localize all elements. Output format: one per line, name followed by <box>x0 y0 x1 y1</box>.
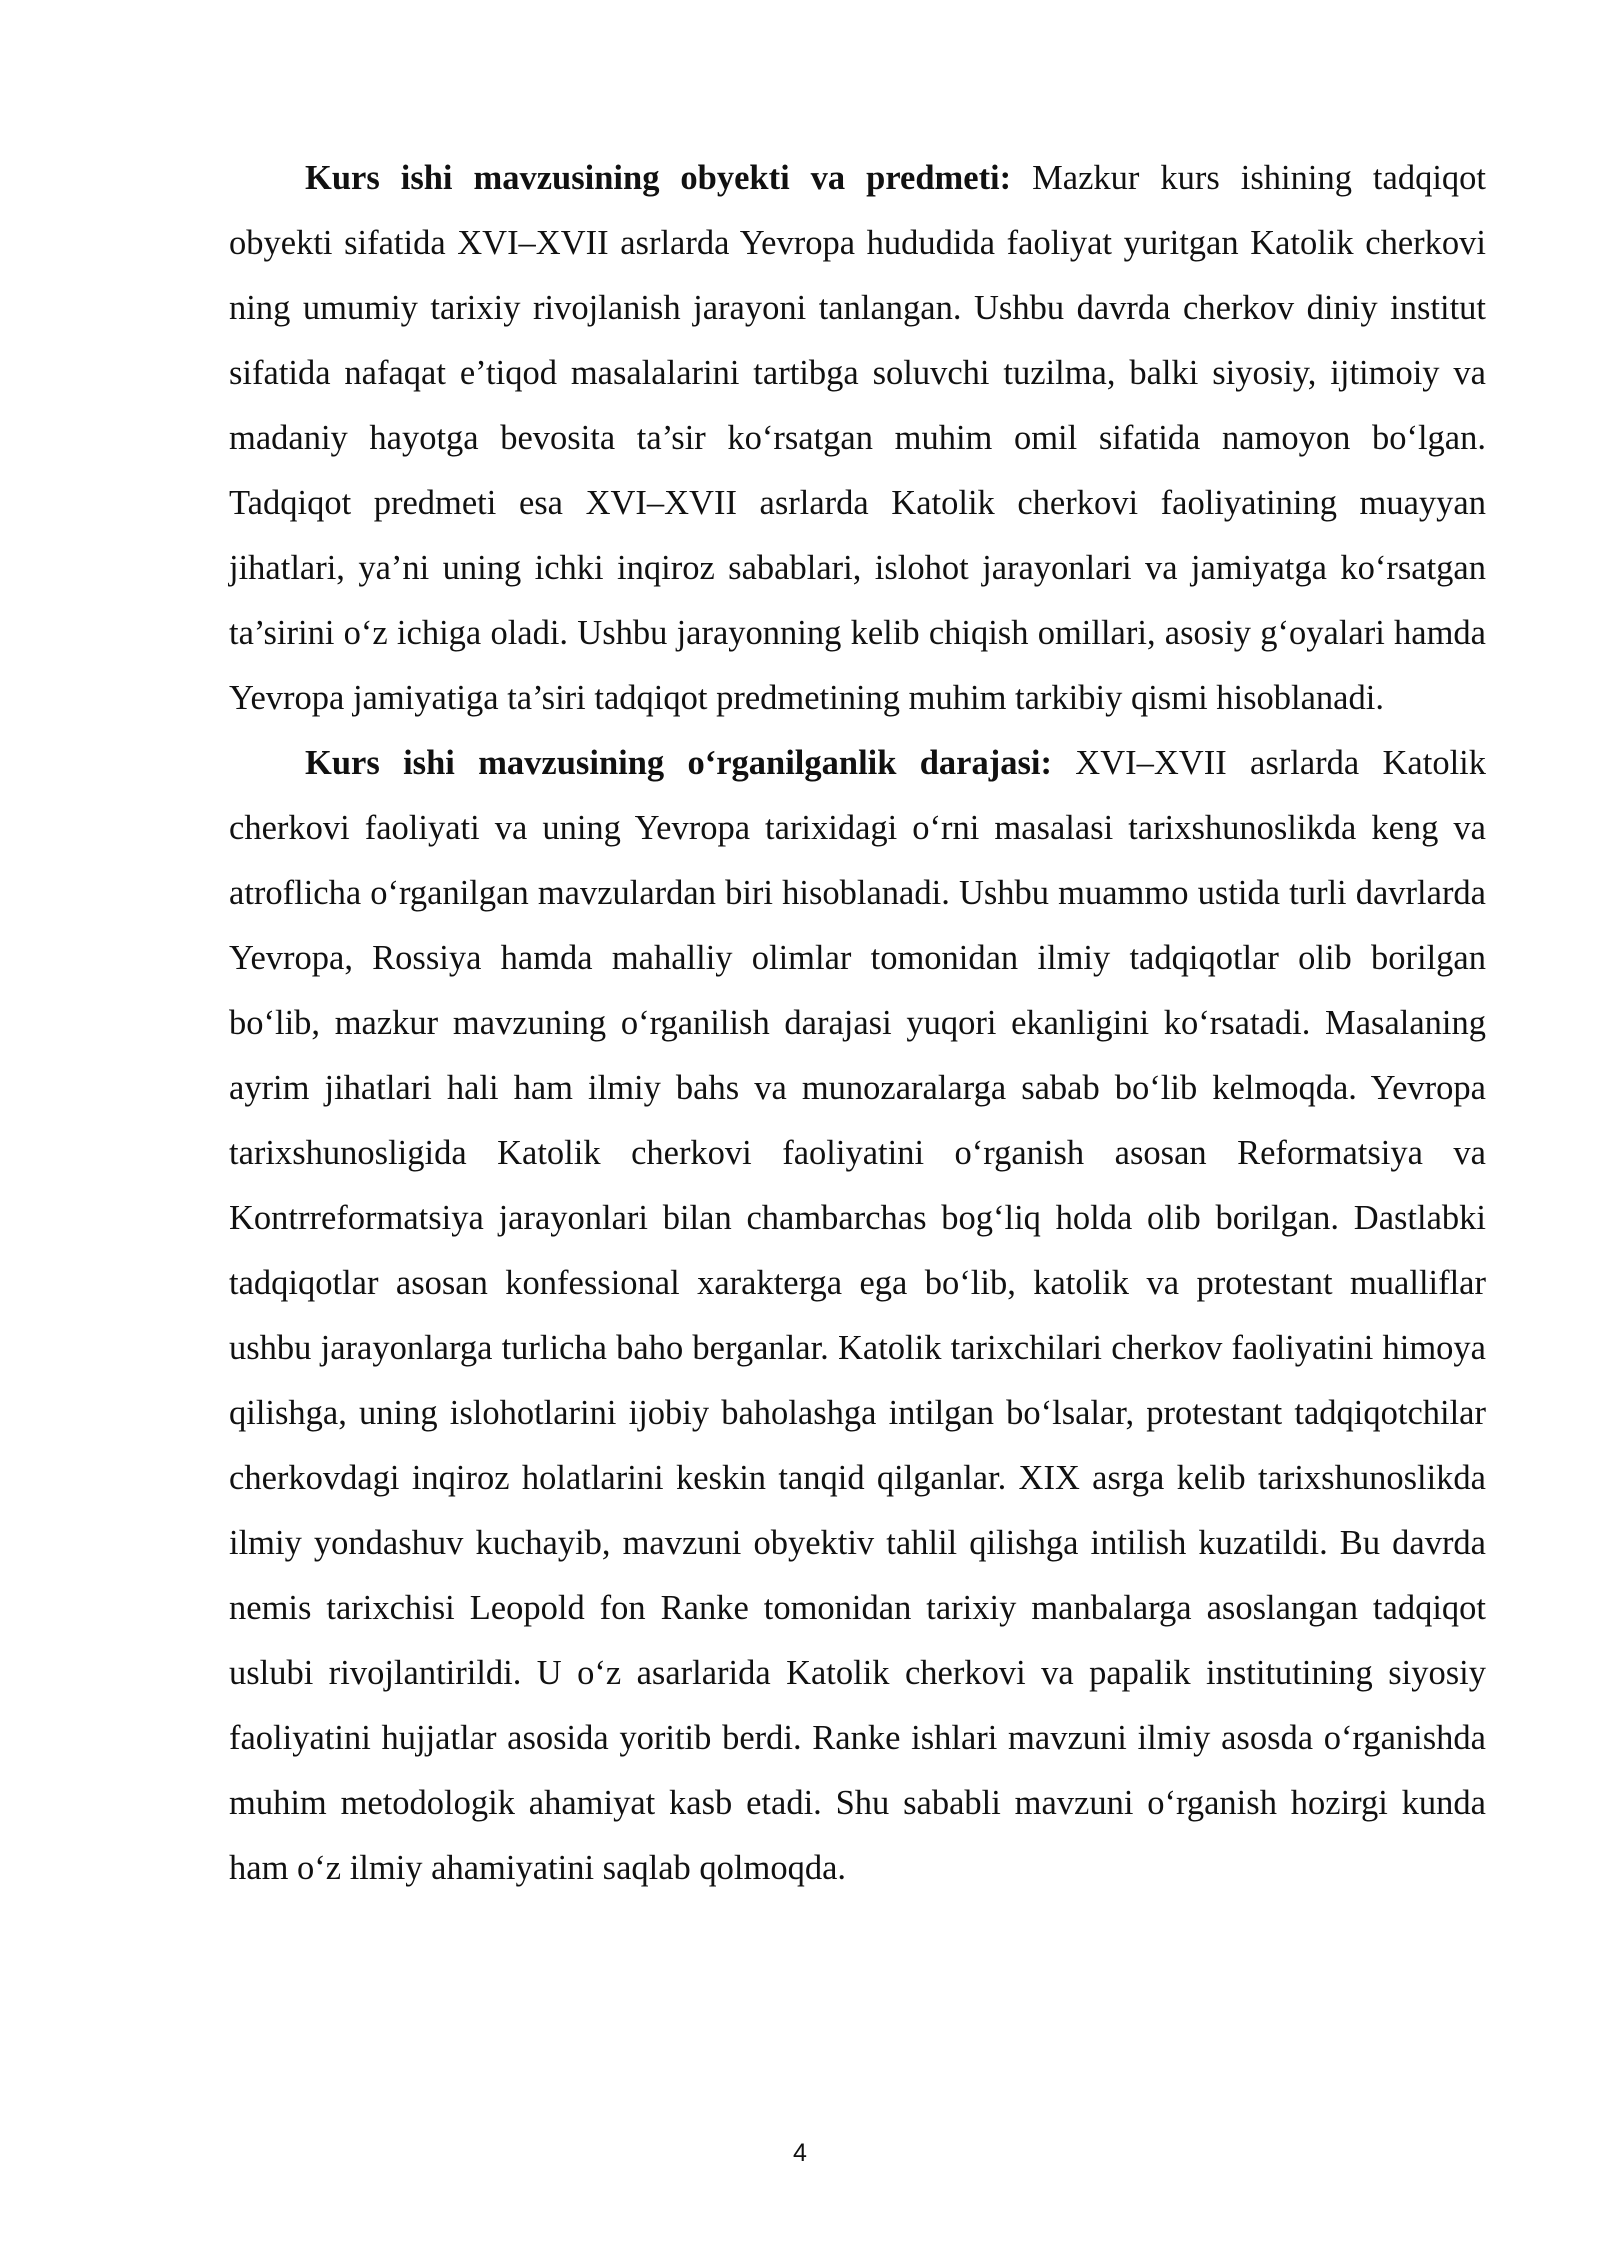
page-number: 4 <box>793 2139 807 2167</box>
paragraph-text: Mazkur kurs ishining tadqiqot obyekti sifatida XVI–XVII asrlarda Yevropa hududida faoliyat yuritgan Katolik cherkovi ning umumiy tarixiy rivojlanish jarayoni tanlangan. Ushbu davrda cherkov diniy institut sifatida nafaqat e’tiqod masalalarini tartibga soluvchi tuzilma, balki siyosiy, ijtimoiy va madaniy hayotga bevosita ta’sir ko‘rsatgan muhim omil sifatida namoyon bo‘lgan. Tadqiqot predmeti esa XVI–XVII asrlarda Katolik cherkovi faoliyatining muayyan jihatlari, ya’ni uning ichki inqiroz sabablari, islohot jarayonlari va jamiyatga ko‘rsatgan ta’sirini o‘z ichiga oladi. Ushbu jarayonning kelib chiqish omillari, asosiy g‘oyalari hamda Yevropa jamiyatiga ta’siri tadqiqot predmetining muhim tarkibiy qismi hisoblanadi. <box>229 159 1486 717</box>
paragraph-text: XVI–XVII asrlarda Katolik cherkovi faoliyati va uning Yevropa tarixidagi o‘rni masalasi tarixshunoslikda keng va atroflicha o‘rganilgan mavzulardan biri hisoblanadi. Ushbu muammo ustida turli davrlarda Yevropa, Rossiya hamda mahalliy olimlar tomonidan ilmiy tadqiqotlar olib borilgan bo‘lib, mazkur mavzuning o‘rganilish darajasi yuqori ekanligini ko‘rsatadi. Masalaning ayrim jihatlari hali ham ilmiy bahs va munozaralarga sabab bo‘lib kelmoqda. Yevropa tarixshunosligida Katolik cherkovi faoliyatini o‘rganish asosan Reformatsiya va Kontrreformatsiya jarayonlari bilan chambarchas bog‘liq holda olib borilgan. Dastlabki tadqiqotlar asosan konfessional xarakterga ega bo‘lib, katolik va protestant mualliflar ushbu jarayonlarga turlicha baho berganlar. Katolik tarixchilari cherkov faoliyatini himoya qilishga, uning islohotlarini ijobiy baholashga intilgan bo‘lsalar, protestant tadqiqotchilar cherkovdagi inqiroz holatlarini keskin tanqid qilganlar. XIX asrga kelib tarixshunoslikda ilmiy yondashuv kuchayib, mavzuni obyektiv tahlil qilishga intilish kuzatildi. Bu davrda nemis tarixchisi Leopold fon Ranke tomonidan tarixiy manbalarga asoslangan tadqiqot uslubi rivojlantirildi. U o‘z asarlarida Katolik cherkovi va papalik institutining siyosiy faoliyatini hujjatlar asosida yoritib berdi. Ranke ishlari mavzuni ilmiy asosda o‘rganishda muhim metodologik ahamiyat kasb etadi. Shu sababli mavzuni o‘rganish hozirgi kunda ham o‘z ilmiy ahamiyatini saqlab qolmoqda. <box>229 744 1486 1887</box>
paragraph-heading: Kurs ishi mavzusining o‘rganilganlik darajasi: <box>305 744 1052 782</box>
paragraph-object-and-subject <box>229 146 1486 731</box>
paragraph-heading: Kurs ishi mavzusining obyekti va predmeti: <box>305 159 1012 197</box>
paragraph-degree-of-study <box>229 731 1486 1901</box>
document-body <box>229 146 1486 1901</box>
